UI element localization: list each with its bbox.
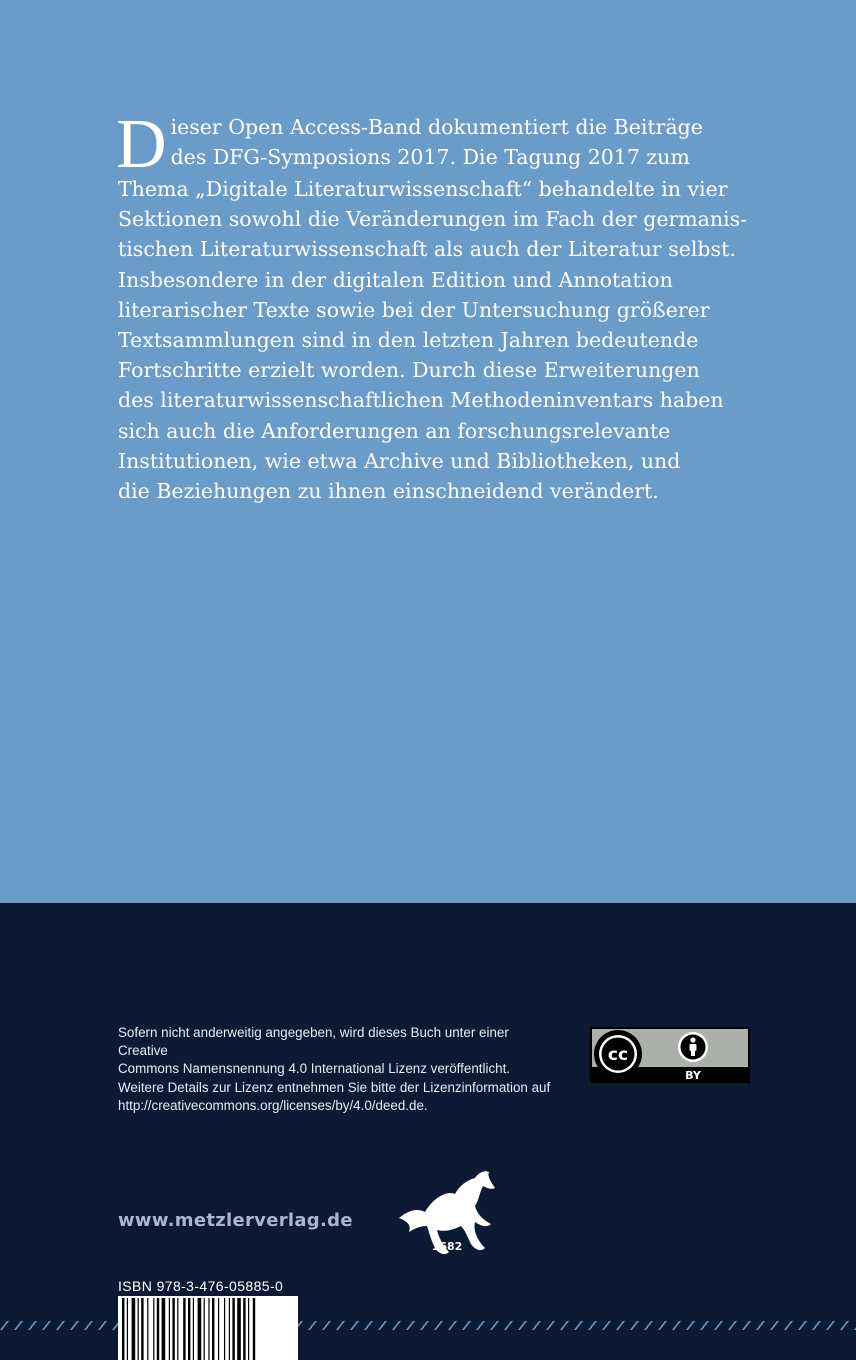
license-line: Weitere Details zur Lizenz entnehmen Sie bitte der Lizenzinformation auf xyxy=(118,1079,551,1095)
barcode-bar xyxy=(218,1298,219,1360)
license-notice xyxy=(118,1024,558,1115)
blurb-line: Textsammlungen sind in den letzten Jahren bedeutende xyxy=(118,328,699,353)
barcode-bar xyxy=(122,1298,124,1360)
barcode-bar xyxy=(127,1298,128,1360)
blurb-line: sich auch die Anforderungen an forschungsrelevante xyxy=(118,418,671,443)
barcode-bar xyxy=(212,1298,214,1360)
barcode-bar xyxy=(162,1298,166,1360)
barcode-bar xyxy=(138,1298,139,1360)
blurb-line: Insbesondere in der digitalen Edition und Annotation xyxy=(118,267,673,292)
barcode-bar xyxy=(248,1298,249,1360)
publisher-url[interactable]: www.metzlerverlag.de xyxy=(118,1210,353,1231)
blurb-line: des literaturwissenschaftlichen Methodeninventars haben xyxy=(118,388,724,413)
drop-cap: D xyxy=(116,106,167,183)
barcode-bar xyxy=(157,1298,159,1360)
barcode-bar xyxy=(188,1298,190,1360)
blurb-line: Institutionen, wie etwa Archive und Bibliotheken, und xyxy=(118,448,681,473)
license-link[interactable]: http://creativecommons.org/licenses/by/4.0/deed.de. xyxy=(118,1097,428,1113)
horse-icon xyxy=(395,1168,499,1260)
barcode-bar xyxy=(243,1298,245,1360)
barcode-bar xyxy=(172,1298,174,1360)
barcode-bar xyxy=(224,1298,225,1360)
barcode-bar xyxy=(132,1298,136,1360)
barcode-bar xyxy=(253,1298,255,1360)
barcode-bar xyxy=(153,1298,154,1360)
blurb-text xyxy=(116,106,748,506)
by-label: BY xyxy=(685,1069,701,1082)
barcode-bar xyxy=(193,1298,194,1360)
isbn-barcode xyxy=(118,1296,298,1360)
blurb-line: tischen Literaturwissenschaft als auch der Literatur selbst. xyxy=(118,237,736,262)
logo-year: 1682 xyxy=(431,1240,463,1253)
blurb-line: ieser Open Access-Band dokumentiert die Beiträge xyxy=(170,115,703,139)
barcode-bar xyxy=(147,1298,148,1360)
license-line: Sofern nicht anderweitig angegeben, wird dieses Buch unter einer Creative xyxy=(118,1025,509,1059)
blurb-line: Fortschritte erzielt worden. Durch diese Erweiterungen xyxy=(118,358,700,383)
blurb-line: Thema „Digitale Literaturwissenschaft“ behandelte in vier xyxy=(118,177,728,201)
barcode-bar xyxy=(141,1298,143,1360)
blurb-line: Sektionen sowohl die Veränderungen im Fach der germanis- xyxy=(118,207,748,232)
barcode-bar xyxy=(229,1298,230,1360)
barcode-bar xyxy=(208,1298,209,1360)
barcode-bar xyxy=(198,1298,202,1360)
barcode-bar xyxy=(183,1298,185,1360)
attribution-person-icon xyxy=(678,1032,708,1062)
license-line: Commons Namensnennung 4.0 International Lizenz veröffentlicht. xyxy=(118,1061,511,1077)
isbn-label: ISBN 978-3-476-05885-0 xyxy=(118,1278,284,1294)
barcode-bar xyxy=(237,1298,241,1360)
barcode-bar xyxy=(232,1298,234,1360)
barcode-bar xyxy=(204,1298,205,1360)
blurb-line: literarischer Texte sowie bei der Untersuchung größerer xyxy=(118,297,710,322)
barcode-bar xyxy=(169,1298,170,1360)
cc-label: cc xyxy=(607,1045,629,1065)
cc-icon xyxy=(594,1030,642,1078)
blurb-line: des DFG-Symposions 2017. Die Tagung 2017 zum xyxy=(170,145,690,170)
cc-by-badge[interactable] xyxy=(590,1027,750,1083)
blurb-line: die Beziehungen zu ihnen einschneidend verändert. xyxy=(118,479,659,504)
barcode-bar xyxy=(177,1298,178,1360)
